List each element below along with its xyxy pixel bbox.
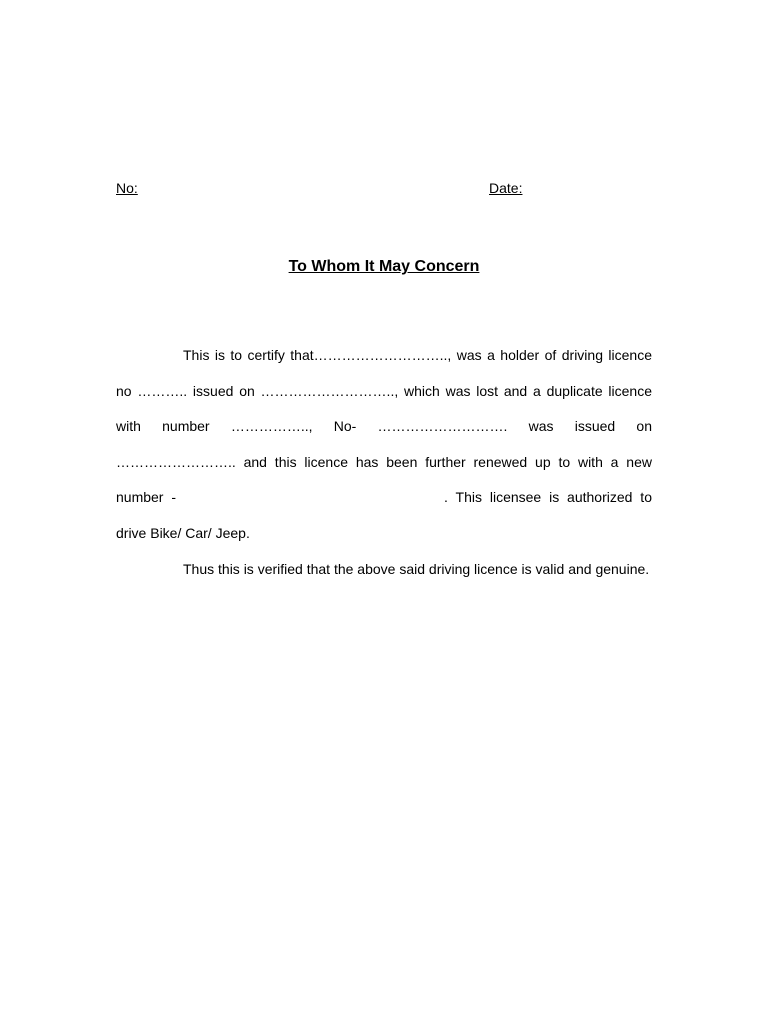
authorization-text: . This licensee is authorized to drive Bike/ Car/ Jeep. bbox=[116, 489, 652, 541]
header-row bbox=[116, 180, 652, 200]
certificate-body bbox=[116, 338, 652, 587]
date-label: Date: bbox=[489, 180, 523, 196]
verification-paragraph: Thus this is verified that the above said driving licence is valid and genuine. bbox=[183, 560, 650, 577]
reference-number-label: No: bbox=[116, 180, 138, 196]
certification-paragraph bbox=[116, 338, 652, 552]
document-title: To Whom It May Concern bbox=[288, 258, 480, 275]
certification-text: This is to certify that……………………….., was a holder of driving licence no ……….. issued on ……………………….., which was lost and a duplicate licence with number …………….., No- ………………………. was issued on …………………….. and this licence has been further renewed up to with a new number - bbox=[116, 347, 652, 506]
